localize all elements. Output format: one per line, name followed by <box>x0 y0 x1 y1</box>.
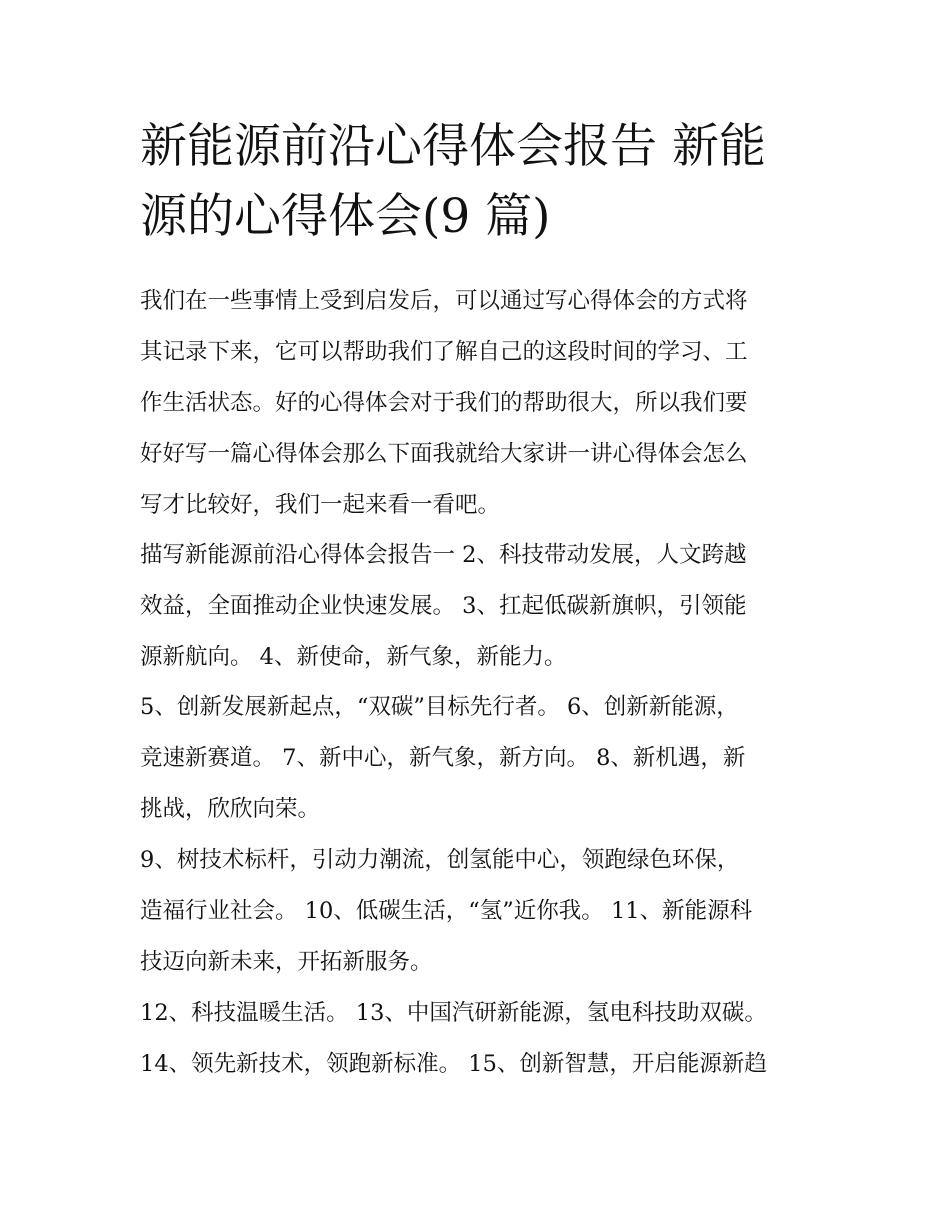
title-line-2: 源的心得体会(9 篇) <box>140 189 551 244</box>
body-line-12: 9、树技术标杆，引动力潮流，创氢能中心，领跑绿色环保， <box>140 847 740 873</box>
body-line-13: 造福行业社会。 10、低碳生活，“氢”近你我。 11、新能源科 <box>140 898 753 924</box>
body-line-2: 其记录下来，它可以帮助我们了解自己的这段时间的学习、工 <box>140 339 748 365</box>
body-line-10: 竞速新赛道。 7、新中心，新气象，新方向。 8、新机遇，新 <box>140 745 746 771</box>
body-line-14: 技迈向新未来，开拓新服务。 <box>140 949 433 975</box>
body-line-4: 好好写一篇心得体会那么下面我就给大家讲一讲心得体会怎么 <box>140 441 748 467</box>
body-line-3: 作生活状态。好的心得体会对于我们的帮助很大，所以我们要 <box>140 390 748 416</box>
body-line-5: 写才比较好，我们一起来看一看吧。 <box>140 492 501 518</box>
body-line-6: 描写新能源前沿心得体会报告一 2、科技带动发展，人文跨越 <box>140 542 747 568</box>
body-line-11: 挑战，欣欣向荣。 <box>140 796 321 822</box>
body-line-9: 5、创新发展新起点，“双碳”目标先行者。 6、创新新能源， <box>140 694 739 720</box>
title-line-1: 新能源前沿心得体会报告 新能 <box>140 119 766 174</box>
body-line-16: 14、领先新技术，领跑新标准。 15、创新智慧，开启能源新趋 <box>140 1051 767 1077</box>
document-title <box>140 112 820 252</box>
body-line-1: 我们在一些事情上受到启发后，可以通过写心得体会的方式将 <box>140 288 748 314</box>
body-line-8: 源新航向。 4、新使命，新气象，新能力。 <box>140 644 567 670</box>
body-line-15: 12、科技温暖生活。 13、中国汽研新能源，氢电科技助双碳。 <box>140 1000 767 1026</box>
body-line-7: 效益，全面推动企业快速发展。 3、扛起低碳新旗帜，引领能 <box>140 593 747 619</box>
